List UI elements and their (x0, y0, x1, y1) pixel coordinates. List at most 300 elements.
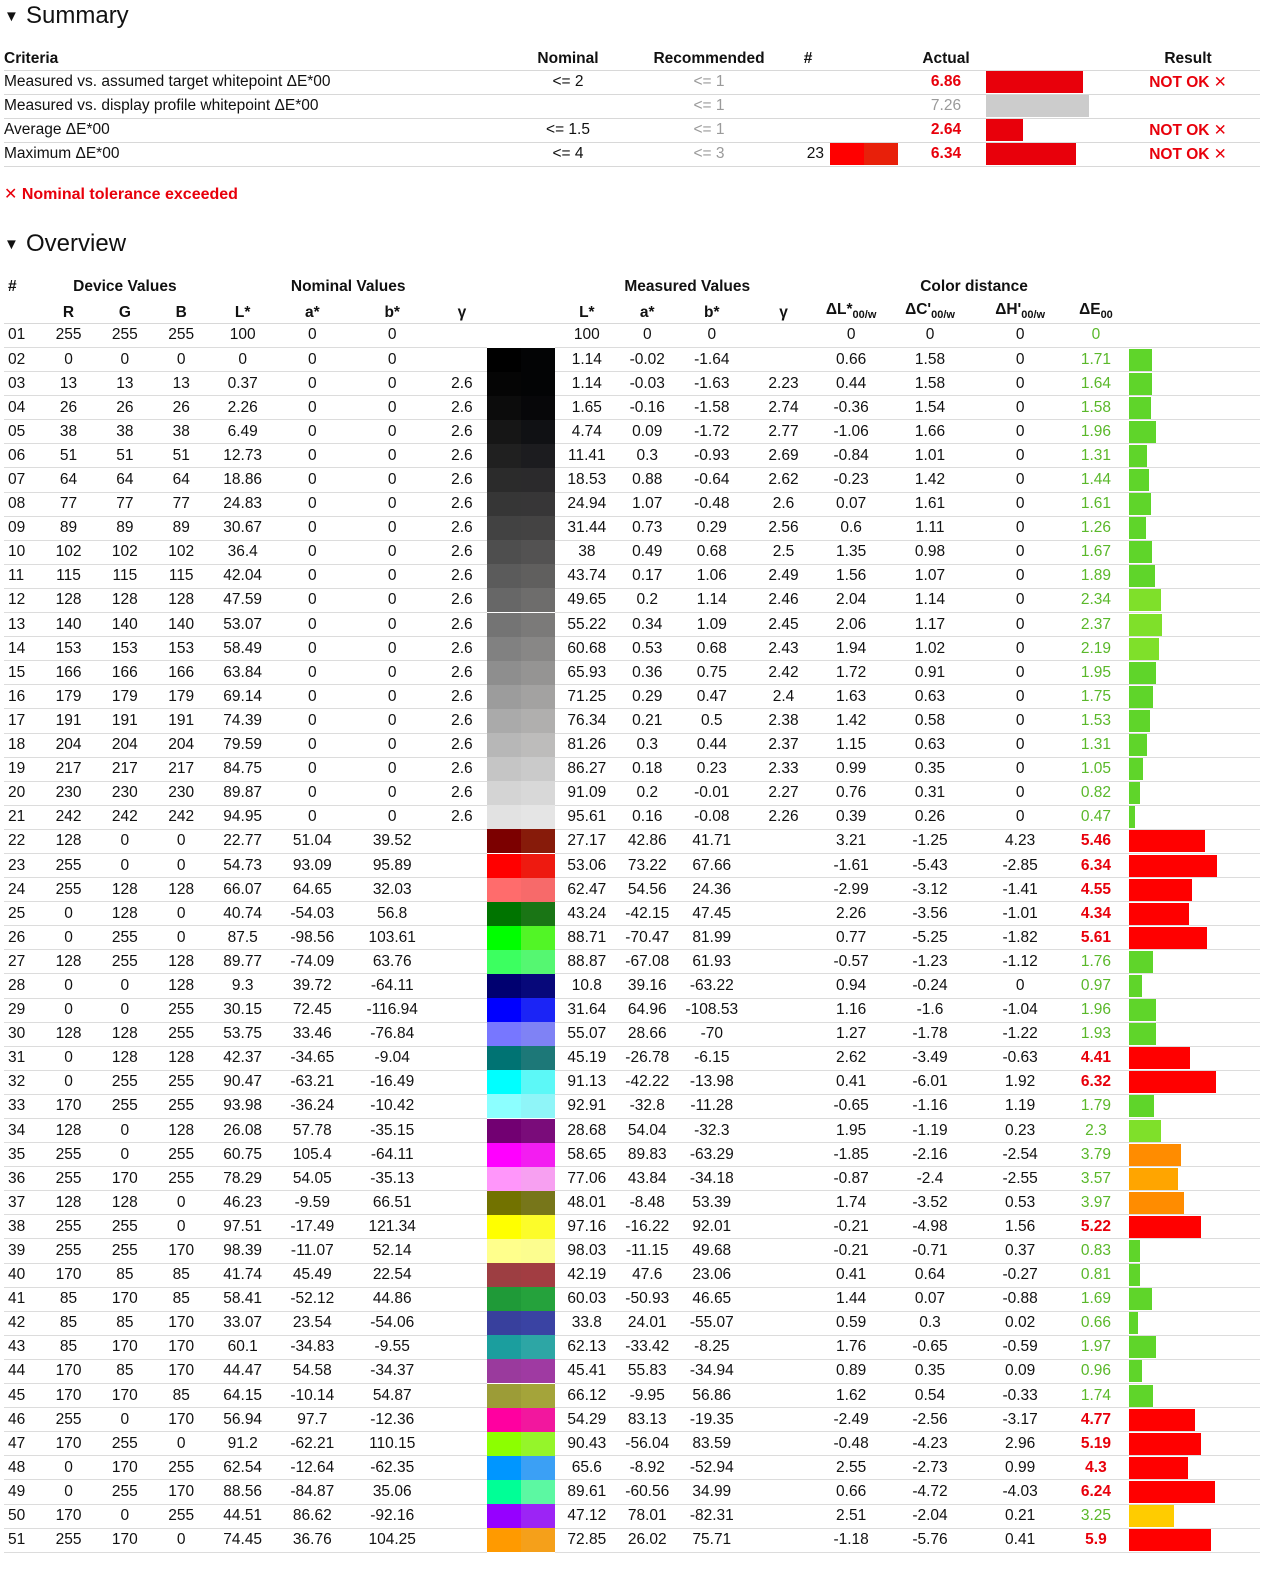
swatch (487, 1311, 555, 1335)
device-g: 166 (96, 661, 153, 685)
row-number: 21 (4, 805, 41, 829)
delta-e-bar (1129, 999, 1156, 1021)
nominal-swatch (487, 709, 521, 733)
row-number: 24 (4, 878, 41, 902)
nominal-b: 0 (348, 420, 436, 444)
col-measured-l: L* (555, 297, 619, 323)
measured-b: -0.01 (676, 781, 748, 805)
nominal-b: 32.03 (348, 878, 436, 902)
measured-swatch (521, 1480, 555, 1504)
device-b: 0 (154, 1215, 209, 1239)
nominal-a: 64.65 (276, 878, 348, 902)
measured-l: 24.94 (555, 492, 619, 516)
measured-gamma: 2.49 (748, 564, 820, 588)
nominal-l: 90.47 (209, 1070, 277, 1094)
measured-l: 55.22 (555, 613, 619, 637)
nominal-l: 84.75 (209, 757, 277, 781)
measured-swatch (521, 372, 555, 396)
swatch (487, 420, 555, 444)
row-number: 22 (4, 829, 41, 853)
device-b: 51 (154, 444, 209, 468)
measured-swatch (521, 516, 555, 540)
measured-b: 41.71 (676, 829, 748, 853)
measured-gamma: 2.74 (748, 396, 820, 420)
nominal-b: -35.13 (348, 1167, 436, 1191)
nominal-a: -17.49 (276, 1215, 348, 1239)
measured-gamma (748, 1191, 820, 1215)
nominal-l: 53.75 (209, 1022, 277, 1046)
delta-e-bar (1129, 927, 1207, 949)
delta-l: -1.61 (819, 853, 883, 877)
measured-swatch (521, 1528, 555, 1552)
nominal-swatch (487, 540, 521, 564)
measured-gamma (748, 974, 820, 998)
measured-a: -42.15 (619, 902, 676, 926)
nominal-swatch (487, 1335, 521, 1359)
nominal-gamma: 2.6 (436, 588, 487, 612)
measured-b: 61.93 (676, 950, 748, 974)
device-r: 170 (41, 1263, 96, 1287)
measured-l: 77.06 (555, 1167, 619, 1191)
table-row (4, 540, 1260, 564)
delta-e-bar (1129, 855, 1217, 877)
measured-l: 62.13 (555, 1335, 619, 1359)
measured-b: 1.09 (676, 613, 748, 637)
row-number: 38 (4, 1215, 41, 1239)
measured-a: 0.29 (619, 685, 676, 709)
nominal-gamma (436, 1287, 487, 1311)
measured-a: 0.17 (619, 564, 676, 588)
nominal-gamma (436, 829, 487, 853)
nominal-gamma (436, 1046, 487, 1070)
table-row (4, 1143, 1260, 1167)
swatch (487, 588, 555, 612)
criteria-label: Measured vs. assumed target whitepoint ΔE*00 (4, 70, 504, 94)
table-row (4, 1504, 1260, 1528)
nominal-gamma (436, 1384, 487, 1408)
overview-heading[interactable] (4, 230, 126, 258)
device-g: 153 (96, 637, 153, 661)
delta-h: 1.92 (977, 1070, 1063, 1094)
measured-gamma: 2.33 (748, 757, 820, 781)
row-number: 37 (4, 1191, 41, 1215)
device-g: 140 (96, 613, 153, 637)
count-bar-cell (830, 142, 906, 166)
delta-e: 2.3 (1063, 1119, 1129, 1143)
table-row (4, 396, 1260, 420)
delta-h: 0 (977, 516, 1063, 540)
delta-h: -1.41 (977, 878, 1063, 902)
device-r: 51 (41, 444, 96, 468)
nominal-b: -116.94 (348, 998, 436, 1022)
table-row (4, 902, 1260, 926)
measured-gamma: 2.6 (748, 492, 820, 516)
summary-title: Summary (26, 2, 129, 29)
nominal-swatch (487, 902, 521, 926)
row-number: 39 (4, 1239, 41, 1263)
delta-e-bar-cell (1129, 1480, 1260, 1504)
measured-gamma (748, 1167, 820, 1191)
measured-a: -0.03 (619, 372, 676, 396)
measured-b: -52.94 (676, 1456, 748, 1480)
delta-h: 0.41 (977, 1528, 1063, 1552)
delta-c: 1.07 (883, 564, 977, 588)
nominal-a: 57.78 (276, 1119, 348, 1143)
nominal-gamma (436, 1311, 487, 1335)
delta-e-bar (1129, 1312, 1138, 1334)
row-number: 28 (4, 974, 41, 998)
delta-c: 0.35 (883, 757, 977, 781)
delta-e-bar-cell (1129, 516, 1260, 540)
device-g: 170 (96, 1167, 153, 1191)
delta-e-bar (1129, 541, 1152, 563)
measured-a: 42.86 (619, 829, 676, 853)
nominal-gamma (436, 974, 487, 998)
device-r: 0 (41, 902, 96, 926)
swatch (487, 781, 555, 805)
nominal-l: 64.15 (209, 1384, 277, 1408)
table-row (4, 1528, 1260, 1552)
actual-bar-cell (986, 118, 1116, 142)
nominal-l: 24.83 (209, 492, 277, 516)
measured-swatch (521, 781, 555, 805)
delta-l: 0.76 (819, 781, 883, 805)
device-b: 0 (154, 902, 209, 926)
table-row (4, 853, 1260, 877)
measured-gamma (748, 1239, 820, 1263)
delta-e-bar-cell (1129, 323, 1260, 348)
nominal-value: <= 2 (504, 70, 632, 94)
nominal-swatch (487, 1119, 521, 1143)
device-r: 170 (41, 1384, 96, 1408)
device-b: 85 (154, 1263, 209, 1287)
overview-table (4, 272, 1260, 1553)
delta-l: 1.27 (819, 1022, 883, 1046)
delta-e-bar-cell (1129, 829, 1260, 853)
nominal-b: 0 (348, 613, 436, 637)
device-b: 230 (154, 781, 209, 805)
measured-gamma (748, 1094, 820, 1118)
delta-e: 5.46 (1063, 829, 1129, 853)
measured-swatch (521, 1191, 555, 1215)
table-row (4, 661, 1260, 685)
measured-b: -55.07 (676, 1311, 748, 1335)
table-row (4, 1215, 1260, 1239)
nominal-b: -92.16 (348, 1504, 436, 1528)
measured-swatch (521, 1311, 555, 1335)
delta-e-bar-cell (1129, 420, 1260, 444)
delta-h: 1.19 (977, 1094, 1063, 1118)
collapse-triangle-icon[interactable]: ▼ (4, 7, 19, 25)
delta-e: 3.79 (1063, 1143, 1129, 1167)
device-r: 128 (41, 1119, 96, 1143)
device-b: 255 (154, 998, 209, 1022)
delta-c: 0.35 (883, 1359, 977, 1383)
nominal-swatch (487, 564, 521, 588)
nominal-a: 45.49 (276, 1263, 348, 1287)
nominal-a: -34.83 (276, 1335, 348, 1359)
nominal-b: -76.84 (348, 1022, 436, 1046)
nominal-a: 0 (276, 564, 348, 588)
device-r: 170 (41, 1504, 96, 1528)
delta-e: 4.55 (1063, 878, 1129, 902)
nominal-gamma: 2.6 (436, 372, 487, 396)
measured-gamma (748, 1432, 820, 1456)
device-r: 128 (41, 1022, 96, 1046)
delta-e-bar (1129, 1529, 1211, 1551)
nominal-b: 0 (348, 685, 436, 709)
delta-e-bar-cell (1129, 1528, 1260, 1552)
measured-a: 0.49 (619, 540, 676, 564)
device-r: 38 (41, 420, 96, 444)
nominal-l: 12.73 (209, 444, 277, 468)
delta-l: 1.72 (819, 661, 883, 685)
delta-c: 1.54 (883, 396, 977, 420)
measured-b: 0.23 (676, 757, 748, 781)
collapse-triangle-icon[interactable]: ▼ (4, 235, 19, 253)
measured-swatch (521, 492, 555, 516)
actual-value: 6.34 (906, 142, 986, 166)
delta-c: -2.4 (883, 1167, 977, 1191)
measured-gamma (748, 1070, 820, 1094)
table-row (4, 1094, 1260, 1118)
nominal-b: 0 (348, 661, 436, 685)
nominal-swatch (487, 950, 521, 974)
delta-c: -4.23 (883, 1432, 977, 1456)
measured-swatch (521, 1119, 555, 1143)
swatch (487, 1143, 555, 1167)
table-row (4, 1287, 1260, 1311)
delta-e: 1.75 (1063, 685, 1129, 709)
device-g: 0 (96, 998, 153, 1022)
measured-gamma (748, 926, 820, 950)
swatch (487, 444, 555, 468)
measured-a: 0.16 (619, 805, 676, 829)
device-g: 115 (96, 564, 153, 588)
device-b: 140 (154, 613, 209, 637)
delta-l: 1.42 (819, 709, 883, 733)
measured-a: -33.42 (619, 1335, 676, 1359)
device-r: 255 (41, 1239, 96, 1263)
nominal-l: 22.77 (209, 829, 277, 853)
device-g: 0 (96, 1408, 153, 1432)
delta-e: 1.31 (1063, 444, 1129, 468)
nominal-swatch (487, 757, 521, 781)
delta-l: 1.76 (819, 1335, 883, 1359)
table-row (4, 1311, 1260, 1335)
delta-c: 1.66 (883, 420, 977, 444)
device-g: 85 (96, 1359, 153, 1383)
delta-l: -1.06 (819, 420, 883, 444)
device-r: 255 (41, 1408, 96, 1432)
device-b: 128 (154, 878, 209, 902)
nominal-l: 54.73 (209, 853, 277, 877)
measured-l: 45.19 (555, 1046, 619, 1070)
nominal-b: 95.89 (348, 853, 436, 877)
measured-a: 0 (619, 323, 676, 348)
delta-e: 1.05 (1063, 757, 1129, 781)
swatch (487, 902, 555, 926)
measured-a: 26.02 (619, 1528, 676, 1552)
col-measured-a: a* (619, 297, 676, 323)
measured-b: -1.72 (676, 420, 748, 444)
table-row (4, 1070, 1260, 1094)
nominal-b: 35.06 (348, 1480, 436, 1504)
col-count: # (786, 44, 830, 70)
measured-swatch (521, 420, 555, 444)
device-b: 0 (154, 926, 209, 950)
nominal-l: 60.1 (209, 1335, 277, 1359)
delta-e-bar-cell (1129, 1070, 1260, 1094)
nominal-gamma: 2.6 (436, 757, 487, 781)
delta-e: 2.19 (1063, 637, 1129, 661)
table-row (4, 1046, 1260, 1070)
delta-c: -6.01 (883, 1070, 977, 1094)
table-row (4, 588, 1260, 612)
device-b: 0 (154, 829, 209, 853)
measured-gamma: 2.38 (748, 709, 820, 733)
nominal-swatch (487, 1311, 521, 1335)
recommended-value: <= 1 (632, 94, 786, 118)
delta-e-bar-cell (1129, 1143, 1260, 1167)
delta-e-bar (1129, 1216, 1201, 1238)
delta-e-bar-cell (1129, 878, 1260, 902)
measured-b: 1.06 (676, 564, 748, 588)
row-number: 41 (4, 1287, 41, 1311)
row-number: 16 (4, 685, 41, 709)
swatch (487, 1384, 555, 1408)
swatch (487, 998, 555, 1022)
col-nominal-l: L* (209, 297, 277, 323)
delta-e: 1.44 (1063, 468, 1129, 492)
row-number: 49 (4, 1480, 41, 1504)
nominal-a: -12.64 (276, 1456, 348, 1480)
delta-h: -2.85 (977, 853, 1063, 877)
measured-l: 11.41 (555, 444, 619, 468)
measured-a: 24.01 (619, 1311, 676, 1335)
col-measured-gamma: γ (748, 297, 820, 323)
delta-c: 1.17 (883, 613, 977, 637)
delta-h: 0 (977, 540, 1063, 564)
device-b: 170 (154, 1359, 209, 1383)
actual-bar (986, 95, 1089, 117)
measured-swatch (521, 1143, 555, 1167)
nominal-a: 105.4 (276, 1143, 348, 1167)
nominal-gamma: 2.6 (436, 516, 487, 540)
measured-gamma: 2.62 (748, 468, 820, 492)
delta-e-bar (1129, 830, 1205, 852)
col-delta-h: $\Delta H'_{00/w}$ (977, 297, 1063, 323)
delta-h: 0 (977, 805, 1063, 829)
swatch (487, 1359, 555, 1383)
nominal-a: -10.14 (276, 1384, 348, 1408)
group-distance: Color distance (920, 278, 1028, 295)
swatch (487, 1504, 555, 1528)
summary-heading[interactable] (4, 2, 129, 30)
nominal-gamma (436, 1456, 487, 1480)
nominal-b: 39.52 (348, 829, 436, 853)
nominal-b: -64.11 (348, 1143, 436, 1167)
device-b: 128 (154, 950, 209, 974)
table-row (4, 516, 1260, 540)
delta-c: -3.49 (883, 1046, 977, 1070)
device-g: 230 (96, 781, 153, 805)
measured-b: -6.15 (676, 1046, 748, 1070)
measured-a: 54.56 (619, 878, 676, 902)
delta-e-bar-cell (1129, 1287, 1260, 1311)
device-b: 166 (154, 661, 209, 685)
nominal-a: 0 (276, 323, 348, 348)
measured-a: -0.02 (619, 348, 676, 372)
nominal-gamma: 2.6 (436, 637, 487, 661)
measured-swatch (521, 613, 555, 637)
device-g: 0 (96, 1143, 153, 1167)
delta-e-bar (1129, 517, 1146, 539)
nominal-a: -36.24 (276, 1094, 348, 1118)
device-b: 255 (154, 1504, 209, 1528)
nominal-b: 0 (348, 540, 436, 564)
nominal-value: <= 1.5 (504, 118, 632, 142)
measured-l: 66.12 (555, 1384, 619, 1408)
delta-h: 0 (977, 468, 1063, 492)
measured-l: 49.65 (555, 588, 619, 612)
delta-e: 1.96 (1063, 420, 1129, 444)
delta-e-bar-cell (1129, 1504, 1260, 1528)
delta-l: 2.55 (819, 1456, 883, 1480)
measured-gamma: 2.42 (748, 661, 820, 685)
measured-b: -63.29 (676, 1143, 748, 1167)
row-number: 35 (4, 1143, 41, 1167)
nominal-a: 0 (276, 420, 348, 444)
delta-e-bar (1129, 1095, 1154, 1117)
row-number: 13 (4, 613, 41, 637)
delta-l: 0.94 (819, 974, 883, 998)
delta-c: -3.52 (883, 1191, 977, 1215)
delta-l: 0.66 (819, 348, 883, 372)
nominal-gamma (436, 1528, 487, 1552)
delta-h: 0 (977, 685, 1063, 709)
measured-a: 78.01 (619, 1504, 676, 1528)
nominal-a: 33.46 (276, 1022, 348, 1046)
measured-l: 18.53 (555, 468, 619, 492)
measured-a: 73.22 (619, 853, 676, 877)
measured-l: 90.43 (555, 1432, 619, 1456)
nominal-gamma (436, 878, 487, 902)
table-row (4, 1456, 1260, 1480)
delta-e-bar-cell (1129, 781, 1260, 805)
measured-gamma (748, 1287, 820, 1311)
nominal-gamma: 2.6 (436, 492, 487, 516)
delta-e-bar (1129, 373, 1152, 395)
nominal-b: 63.76 (348, 950, 436, 974)
measured-swatch (521, 661, 555, 685)
delta-e: 4.34 (1063, 902, 1129, 926)
delta-h: -1.82 (977, 926, 1063, 950)
nominal-a: 23.54 (276, 1311, 348, 1335)
device-r: 0 (41, 974, 96, 998)
delta-c: 1.58 (883, 372, 977, 396)
measured-b: 1.14 (676, 588, 748, 612)
delta-l: 0.44 (819, 372, 883, 396)
device-r: 255 (41, 1143, 96, 1167)
delta-e: 1.95 (1063, 661, 1129, 685)
measured-gamma (748, 1504, 820, 1528)
device-r: 102 (41, 540, 96, 564)
device-r: 191 (41, 709, 96, 733)
nominal-swatch (487, 1167, 521, 1191)
nominal-a: -52.12 (276, 1287, 348, 1311)
device-b: 255 (154, 323, 209, 348)
